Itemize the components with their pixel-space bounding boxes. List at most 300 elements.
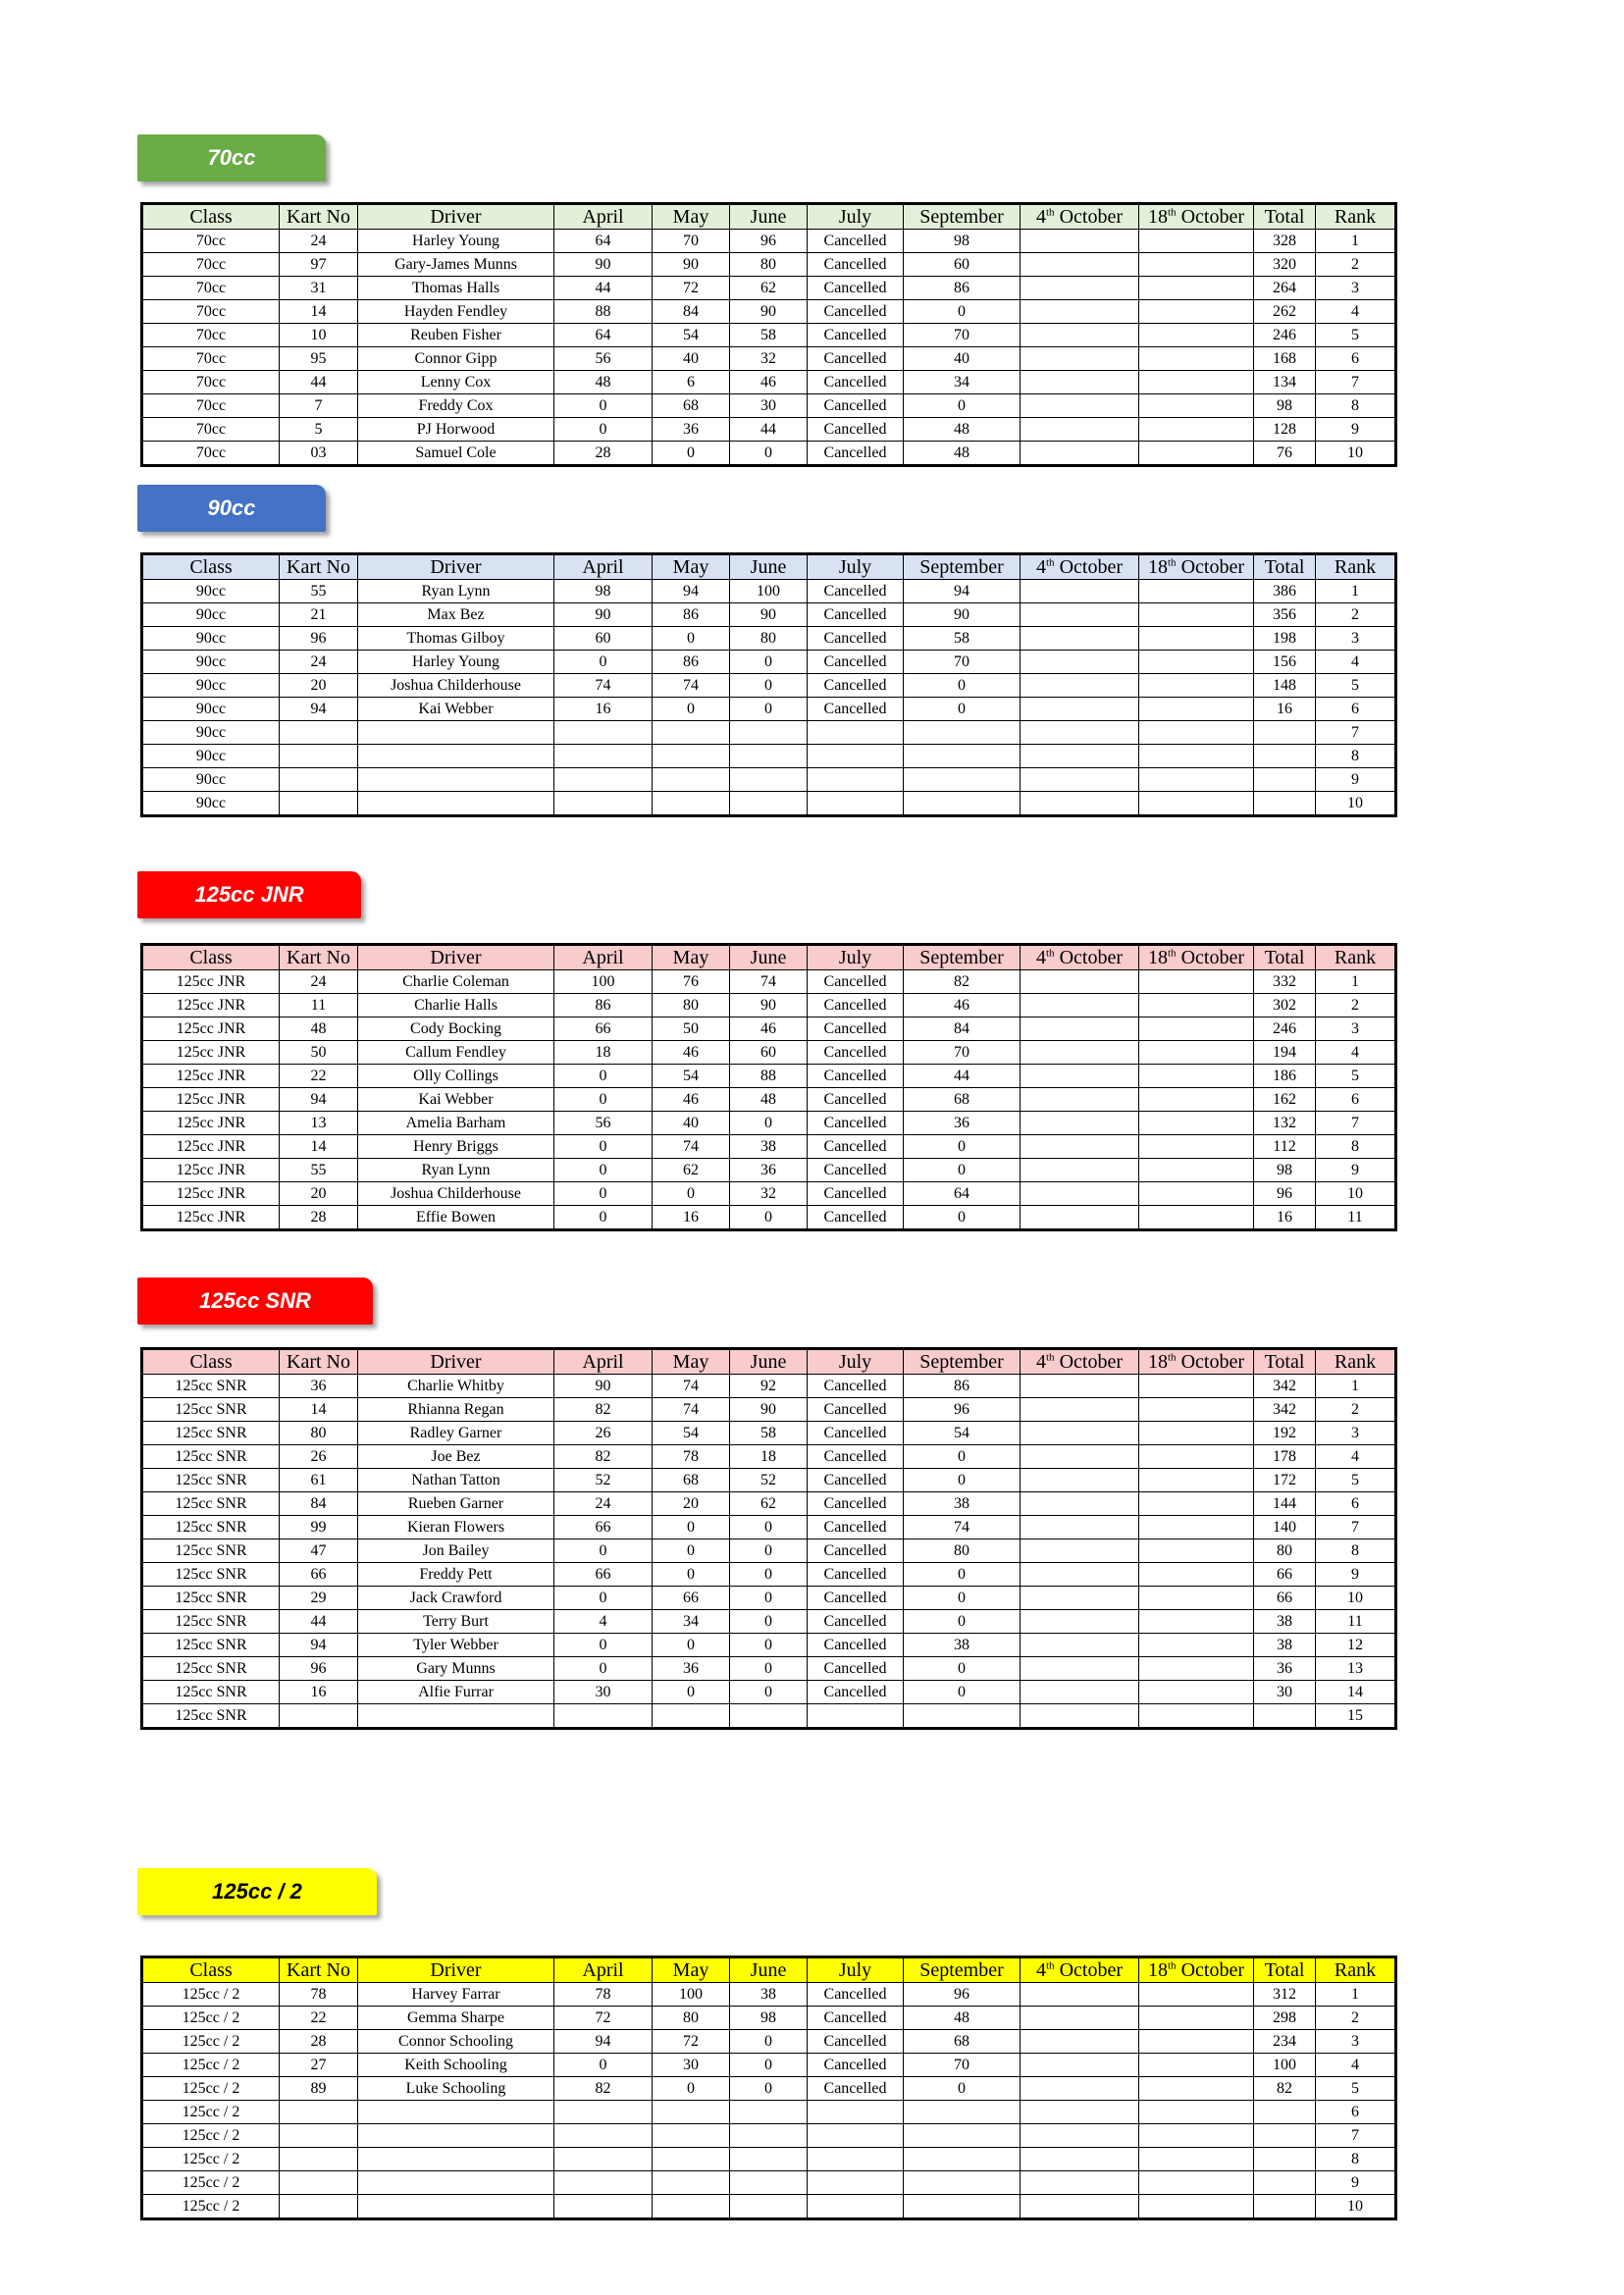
april-header: April (554, 1349, 653, 1375)
oct18-cell (1139, 603, 1254, 627)
oct18-ordinal-suffix: th (1168, 947, 1177, 960)
rank-cell: 6 (1316, 698, 1396, 721)
september-cell: 74 (904, 1516, 1021, 1539)
table-row (142, 2101, 1396, 2124)
oct18-header (1139, 554, 1254, 580)
total-cell (1254, 2124, 1316, 2148)
oct4-cell (1021, 1041, 1139, 1065)
july-cell: Cancelled (808, 698, 904, 721)
driver-cell: Ryan Lynn (358, 580, 554, 603)
may-cell (653, 745, 730, 768)
oct18-cell (1139, 230, 1254, 253)
table-row (142, 1422, 1396, 1445)
table-row (142, 1539, 1396, 1563)
section-tab-90cc: 90cc (137, 485, 326, 532)
june-cell: 74 (730, 970, 808, 994)
oct4-cell (1021, 1112, 1139, 1135)
table-row (142, 603, 1396, 627)
april-cell: 74 (554, 674, 653, 698)
april-cell: 56 (554, 347, 653, 371)
kart-no-cell: 16 (280, 1681, 358, 1704)
september-cell: 60 (904, 253, 1021, 277)
oct18-cell (1139, 1065, 1254, 1088)
rank-header: Rank (1316, 554, 1396, 580)
rank-header: Rank (1316, 1349, 1396, 1375)
driver-cell: Terry Burt (358, 1610, 554, 1634)
kart-no-cell (280, 745, 358, 768)
april-cell: 0 (554, 1159, 653, 1182)
total-cell: 246 (1254, 1017, 1316, 1041)
class-cell: 125cc JNR (142, 1159, 280, 1182)
june-cell (730, 2124, 808, 2148)
total-cell: 156 (1254, 651, 1316, 674)
june-cell (730, 2195, 808, 2219)
june-cell: 88 (730, 1065, 808, 1088)
april-header: April (554, 1957, 653, 1983)
class-cell: 125cc SNR (142, 1610, 280, 1634)
class-cell: 125cc SNR (142, 1516, 280, 1539)
total-header: Total (1254, 1349, 1316, 1375)
june-cell: 60 (730, 1041, 808, 1065)
oct18-cell (1139, 418, 1254, 442)
june-cell: 62 (730, 1492, 808, 1516)
september-cell (904, 2171, 1021, 2195)
driver-cell: Nathan Tatton (358, 1469, 554, 1492)
april-cell: 24 (554, 1492, 653, 1516)
driver-cell: Callum Fendley (358, 1041, 554, 1065)
driver-cell: Samuel Cole (358, 442, 554, 466)
total-cell (1254, 1704, 1316, 1729)
table-row (142, 994, 1396, 1017)
may-cell (653, 2124, 730, 2148)
total-cell: 98 (1254, 1159, 1316, 1182)
oct18-cell (1139, 970, 1254, 994)
rank-cell: 5 (1316, 324, 1396, 347)
july-cell: Cancelled (808, 674, 904, 698)
oct18-month-word: October (1176, 206, 1244, 228)
oct4-cell (1021, 371, 1139, 394)
kart-no-cell: 11 (280, 994, 358, 1017)
class-cell: 125cc JNR (142, 1112, 280, 1135)
september-cell: 64 (904, 1182, 1021, 1206)
rank-cell: 9 (1316, 418, 1396, 442)
april-cell: 0 (554, 1088, 653, 1112)
april-cell (554, 2124, 653, 2148)
september-header: September (904, 204, 1021, 230)
kart-no-cell: 5 (280, 418, 358, 442)
oct4-cell (1021, 1469, 1139, 1492)
kart-no-cell: 78 (280, 1983, 358, 2007)
oct4-cell (1021, 994, 1139, 1017)
may-cell: 68 (653, 394, 730, 418)
oct4-cell (1021, 2171, 1139, 2195)
june-cell: 0 (730, 1634, 808, 1657)
rank-cell: 7 (1316, 1112, 1396, 1135)
june-cell: 0 (730, 1516, 808, 1539)
april-cell: 0 (554, 1135, 653, 1159)
driver-cell: Thomas Gilboy (358, 627, 554, 651)
june-cell: 62 (730, 277, 808, 300)
class-cell: 70cc (142, 324, 280, 347)
kart-no-cell: 96 (280, 627, 358, 651)
table-row (142, 1563, 1396, 1587)
driver-cell: Gary-James Munns (358, 253, 554, 277)
june-cell (730, 2148, 808, 2171)
total-cell (1254, 792, 1316, 816)
total-cell: 186 (1254, 1065, 1316, 1088)
may-cell: 20 (653, 1492, 730, 1516)
total-cell: 168 (1254, 347, 1316, 371)
oct4-cell (1021, 1563, 1139, 1587)
july-cell: Cancelled (808, 394, 904, 418)
driver-cell (358, 2195, 554, 2219)
may-cell: 40 (653, 1112, 730, 1135)
june-cell: 0 (730, 2054, 808, 2077)
total-cell: 80 (1254, 1539, 1316, 1563)
june-cell: 100 (730, 580, 808, 603)
kart-no-cell: 80 (280, 1422, 358, 1445)
table-row (142, 1375, 1396, 1398)
total-cell: 148 (1254, 674, 1316, 698)
june-cell (730, 792, 808, 816)
april-cell: 98 (554, 580, 653, 603)
september-header: September (904, 945, 1021, 970)
june-cell: 0 (730, 2077, 808, 2101)
june-cell: 96 (730, 230, 808, 253)
oct4-cell (1021, 230, 1139, 253)
class-header: Class (142, 1349, 280, 1375)
april-cell (554, 2148, 653, 2171)
oct4-day-number: 4 (1036, 1959, 1046, 1981)
may-cell: 74 (653, 674, 730, 698)
june-cell: 32 (730, 1182, 808, 1206)
class-cell: 70cc (142, 347, 280, 371)
may-header: May (653, 1349, 730, 1375)
oct18-month-word: October (1176, 556, 1244, 578)
july-cell: Cancelled (808, 994, 904, 1017)
oct4-cell (1021, 768, 1139, 792)
table-header-row (142, 945, 1396, 970)
june-cell (730, 745, 808, 768)
kart-no-cell: 31 (280, 277, 358, 300)
table-row (142, 745, 1396, 768)
may-cell (653, 768, 730, 792)
september-cell: 68 (904, 1088, 1021, 1112)
july-cell: Cancelled (808, 1516, 904, 1539)
class-cell: 70cc (142, 418, 280, 442)
standings-table-125cc-snr (140, 1347, 1397, 1730)
total-cell: 320 (1254, 253, 1316, 277)
oct4-header (1021, 945, 1139, 970)
class-cell: 125cc / 2 (142, 2007, 280, 2030)
kart-no-cell: 10 (280, 324, 358, 347)
july-cell: Cancelled (808, 2030, 904, 2054)
may-cell: 0 (653, 627, 730, 651)
september-cell (904, 2148, 1021, 2171)
april-cell: 0 (554, 394, 653, 418)
june-header: June (730, 204, 808, 230)
total-cell: 16 (1254, 698, 1316, 721)
rank-cell: 9 (1316, 1563, 1396, 1587)
table-header-row (142, 1957, 1396, 1983)
september-cell: 0 (904, 1159, 1021, 1182)
oct4-month-word: October (1054, 1959, 1123, 1981)
oct18-cell (1139, 994, 1254, 1017)
kart-no-cell: 44 (280, 1610, 358, 1634)
june-header: June (730, 554, 808, 580)
oct4-cell (1021, 1088, 1139, 1112)
oct4-cell (1021, 1610, 1139, 1634)
oct4-cell (1021, 418, 1139, 442)
class-cell: 125cc JNR (142, 1065, 280, 1088)
september-cell: 34 (904, 371, 1021, 394)
july-cell: Cancelled (808, 347, 904, 371)
september-cell: 36 (904, 1112, 1021, 1135)
table-row (142, 1587, 1396, 1610)
driver-cell: Rhianna Regan (358, 1398, 554, 1422)
rank-cell: 5 (1316, 1469, 1396, 1492)
driver-cell: Lenny Cox (358, 371, 554, 394)
total-cell: 134 (1254, 371, 1316, 394)
rank-cell: 12 (1316, 1634, 1396, 1657)
class-cell: 90cc (142, 627, 280, 651)
total-cell: 76 (1254, 442, 1316, 466)
may-cell (653, 721, 730, 745)
class-cell: 70cc (142, 300, 280, 324)
driver-cell: PJ Horwood (358, 418, 554, 442)
oct4-month-word: October (1054, 556, 1123, 578)
september-cell: 96 (904, 1398, 1021, 1422)
rank-cell: 8 (1316, 1539, 1396, 1563)
june-cell: 48 (730, 1088, 808, 1112)
oct18-cell (1139, 1135, 1254, 1159)
may-cell: 74 (653, 1398, 730, 1422)
may-cell: 16 (653, 1206, 730, 1230)
may-cell: 86 (653, 651, 730, 674)
kart-no-cell: 14 (280, 1398, 358, 1422)
july-cell (808, 745, 904, 768)
july-cell: Cancelled (808, 603, 904, 627)
oct4-cell (1021, 674, 1139, 698)
april-cell: 0 (554, 651, 653, 674)
rank-cell: 11 (1316, 1610, 1396, 1634)
table-row (142, 1983, 1396, 2007)
class-cell: 125cc / 2 (142, 2171, 280, 2195)
table-row (142, 371, 1396, 394)
oct18-cell (1139, 1704, 1254, 1729)
july-cell: Cancelled (808, 1088, 904, 1112)
september-cell: 0 (904, 1610, 1021, 1634)
total-cell: 386 (1254, 580, 1316, 603)
class-cell: 125cc JNR (142, 970, 280, 994)
class-cell: 90cc (142, 768, 280, 792)
kart-no-cell: 94 (280, 1634, 358, 1657)
oct4-cell (1021, 1375, 1139, 1398)
oct4-cell (1021, 394, 1139, 418)
july-cell: Cancelled (808, 1610, 904, 1634)
oct18-cell (1139, 1375, 1254, 1398)
driver-cell: Joshua Childerhouse (358, 1182, 554, 1206)
april-cell: 64 (554, 324, 653, 347)
total-cell: 246 (1254, 324, 1316, 347)
class-cell: 90cc (142, 721, 280, 745)
may-cell: 94 (653, 580, 730, 603)
oct18-cell (1139, 1182, 1254, 1206)
class-cell: 125cc JNR (142, 1182, 280, 1206)
kart-no-cell: 03 (280, 442, 358, 466)
total-cell (1254, 2101, 1316, 2124)
rank-cell: 2 (1316, 994, 1396, 1017)
oct18-day-number: 18 (1148, 1959, 1168, 1981)
june-cell (730, 2101, 808, 2124)
june-cell: 0 (730, 698, 808, 721)
june-cell: 90 (730, 994, 808, 1017)
oct18-ordinal-suffix: th (1168, 1351, 1177, 1364)
june-cell: 90 (730, 300, 808, 324)
oct4-cell (1021, 2101, 1139, 2124)
oct4-cell (1021, 1445, 1139, 1469)
kart-no-cell: 29 (280, 1587, 358, 1610)
table-row (142, 1206, 1396, 1230)
oct18-cell (1139, 1422, 1254, 1445)
table-row (142, 970, 1396, 994)
july-cell: Cancelled (808, 1657, 904, 1681)
september-cell: 96 (904, 1983, 1021, 2007)
september-cell: 94 (904, 580, 1021, 603)
driver-cell: Jack Crawford (358, 1587, 554, 1610)
april-cell: 52 (554, 1469, 653, 1492)
september-header: September (904, 1349, 1021, 1375)
september-cell: 0 (904, 1445, 1021, 1469)
rank-cell: 6 (1316, 347, 1396, 371)
rank-cell: 3 (1316, 2030, 1396, 2054)
class-cell: 125cc / 2 (142, 2030, 280, 2054)
april-cell: 66 (554, 1017, 653, 1041)
july-cell: Cancelled (808, 442, 904, 466)
kart-no-cell (280, 2171, 358, 2195)
oct18-cell (1139, 1587, 1254, 1610)
july-cell: Cancelled (808, 627, 904, 651)
driver-cell: Harley Young (358, 651, 554, 674)
may-cell: 46 (653, 1041, 730, 1065)
september-cell (904, 721, 1021, 745)
oct18-cell (1139, 2007, 1254, 2030)
class-cell: 125cc SNR (142, 1445, 280, 1469)
april-cell: 94 (554, 2030, 653, 2054)
rank-cell: 9 (1316, 768, 1396, 792)
total-cell: 140 (1254, 1516, 1316, 1539)
july-header: July (808, 1957, 904, 1983)
kart-no-cell (280, 768, 358, 792)
rank-cell: 10 (1316, 792, 1396, 816)
kart-no-header: Kart No (280, 1349, 358, 1375)
kart-no-cell: 20 (280, 674, 358, 698)
april-cell (554, 721, 653, 745)
class-cell: 125cc JNR (142, 1088, 280, 1112)
july-cell: Cancelled (808, 651, 904, 674)
april-cell (554, 2101, 653, 2124)
oct18-cell (1139, 1983, 1254, 2007)
september-cell: 48 (904, 442, 1021, 466)
april-cell: 60 (554, 627, 653, 651)
total-cell: 112 (1254, 1135, 1316, 1159)
table-row (142, 300, 1396, 324)
table-row (142, 1445, 1396, 1469)
table-row (142, 2195, 1396, 2219)
may-cell: 30 (653, 2054, 730, 2077)
may-cell (653, 1704, 730, 1729)
july-cell: Cancelled (808, 1041, 904, 1065)
driver-cell: Amelia Barham (358, 1112, 554, 1135)
rank-cell: 10 (1316, 2195, 1396, 2219)
total-header: Total (1254, 204, 1316, 230)
rank-cell: 4 (1316, 651, 1396, 674)
july-cell (808, 2101, 904, 2124)
june-cell: 0 (730, 1610, 808, 1634)
oct18-cell (1139, 2101, 1254, 2124)
table-row (142, 580, 1396, 603)
total-cell (1254, 2195, 1316, 2219)
table-row (142, 1681, 1396, 1704)
kart-no-cell: 7 (280, 394, 358, 418)
june-cell: 0 (730, 1206, 808, 1230)
september-cell (904, 768, 1021, 792)
july-cell: Cancelled (808, 1017, 904, 1041)
june-cell (730, 2171, 808, 2195)
may-cell: 68 (653, 1469, 730, 1492)
september-cell: 86 (904, 277, 1021, 300)
april-cell: 82 (554, 1398, 653, 1422)
standings-table-90cc (140, 552, 1397, 817)
driver-cell: Kai Webber (358, 698, 554, 721)
oct18-cell (1139, 1469, 1254, 1492)
rank-cell: 7 (1316, 371, 1396, 394)
rank-cell: 9 (1316, 1159, 1396, 1182)
kart-no-cell: 28 (280, 1206, 358, 1230)
rank-cell: 10 (1316, 1587, 1396, 1610)
september-cell (904, 2124, 1021, 2148)
april-cell: 78 (554, 1983, 653, 2007)
july-cell: Cancelled (808, 1159, 904, 1182)
oct4-cell (1021, 580, 1139, 603)
rank-cell: 5 (1316, 2077, 1396, 2101)
oct4-cell (1021, 1206, 1139, 1230)
june-cell: 38 (730, 1983, 808, 2007)
total-cell: 66 (1254, 1587, 1316, 1610)
april-cell: 90 (554, 1375, 653, 1398)
july-cell: Cancelled (808, 277, 904, 300)
june-cell: 92 (730, 1375, 808, 1398)
table-row (142, 792, 1396, 816)
class-cell: 70cc (142, 394, 280, 418)
april-cell: 90 (554, 603, 653, 627)
table-row (142, 1017, 1396, 1041)
april-cell: 0 (554, 1587, 653, 1610)
oct4-cell (1021, 1422, 1139, 1445)
june-cell: 0 (730, 2030, 808, 2054)
july-cell: Cancelled (808, 1492, 904, 1516)
oct4-cell (1021, 745, 1139, 768)
class-header: Class (142, 554, 280, 580)
class-cell: 125cc SNR (142, 1657, 280, 1681)
table-row (142, 347, 1396, 371)
september-cell: 44 (904, 1065, 1021, 1088)
july-cell: Cancelled (808, 2077, 904, 2101)
rank-cell: 10 (1316, 1182, 1396, 1206)
september-cell: 70 (904, 651, 1021, 674)
may-cell: 6 (653, 371, 730, 394)
july-cell: Cancelled (808, 418, 904, 442)
